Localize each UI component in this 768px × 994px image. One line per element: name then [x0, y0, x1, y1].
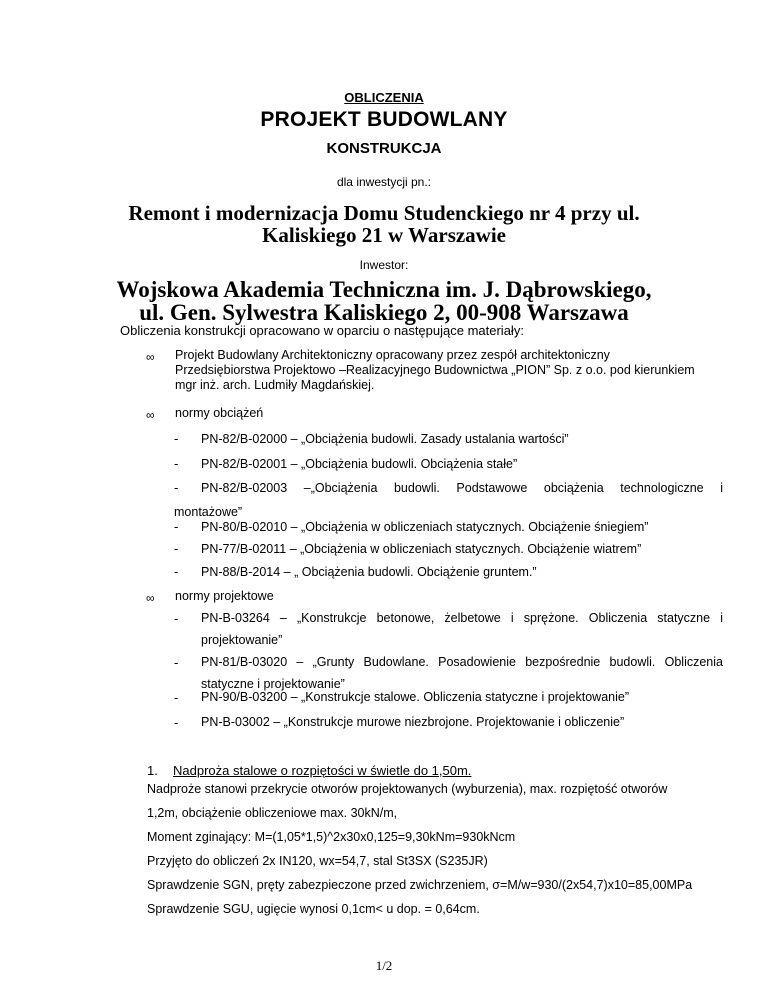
dash-marker: - — [174, 541, 179, 556]
page-number: 1/2 — [375, 958, 393, 973]
load-norm-4: PN-80/B-02010 – „Obciążenia w obliczeniach statycznych. Obciążenie śniegiem” — [201, 520, 649, 534]
material-item1-line1: Projekt Budowlany Architektoniczny opracowany przez zespół architektoniczny — [175, 348, 610, 362]
dash-marker: - — [174, 690, 179, 705]
load-norms-label: normy obciążeń — [175, 406, 264, 420]
investor-label: Inwestor: — [359, 258, 409, 272]
document-label: OBLICZENIA — [344, 90, 424, 105]
load-norm-2: PN-82/B-02001 – „Obciążenia budowli. Obciążenia stałe” — [201, 457, 518, 471]
investment-label: dla inwestycji pn.: — [336, 175, 432, 189]
section-title: Nadproża stalowe o rozpiętości w świetle do 1,50m. — [173, 763, 472, 778]
load-norm-1: PN-82/B-02000 – „Obciążenia budowli. Zasady ustalania wartości” — [201, 432, 569, 446]
document-title: PROJEKT BUDOWLANY — [260, 108, 508, 131]
load-norm-3-line1: PN-82/B-02003 –„Obciążenia budowli. Podstawowe obciążenia technologiczne i — [201, 481, 723, 495]
design-norm-1-line2: projektowanie” — [201, 633, 283, 647]
dash-marker: - — [174, 564, 179, 579]
load-norm-6: PN-88/B-2014 – „ Obciążenia budowli. Obciążenie gruntem.” — [201, 565, 537, 579]
material-item1-line2: Przedsiębiorstwa Projektowo –Realizacyjnego Budownictwa „PION” Sp. z o.o. pod kierunkiem — [175, 363, 695, 377]
bullet-icon: ∞ — [146, 350, 155, 364]
design-norm-4: PN-B-03002 – „Konstrukcje murowe niezbrojone. Projektowanie i obliczenie” — [201, 715, 625, 729]
dash-marker: - — [174, 431, 179, 446]
dash-marker: - — [174, 456, 179, 471]
section-line-4: Przyjęto do obliczeń 2x IN120, wx=54,7, stal St3SX (S235JR) — [147, 854, 488, 868]
dash-marker: - — [174, 655, 179, 670]
dash-marker: - — [174, 611, 179, 626]
section-line-2: 1,2m, obciążenie obliczeniowe max. 30kN/m, — [147, 806, 398, 820]
section-line-3: Moment zginający: M=(1,05*1,5)^2x30x0,125=9,30kNm=930kNcm — [147, 830, 516, 844]
dash-marker: - — [174, 715, 179, 730]
design-norms-label: normy projektowe — [175, 589, 274, 603]
investor-name-line2: ul. Gen. Sylwestra Kaliskiego 2, 00-908 Warszawa — [139, 300, 629, 325]
investor-name-line1: Wojskowa Akademia Techniczna im. J. Dąbrowskiego, — [116, 277, 652, 302]
intro-text: Obliczenia konstrukcji opracowano w oparciu o następujące materiały: — [120, 323, 524, 338]
investment-name-line2: Kaliskiego 21 w Warszawie — [261, 223, 507, 247]
load-norm-3-line2: montażowe” — [174, 505, 243, 519]
section-number: 1. — [147, 763, 158, 778]
dash-marker: - — [174, 519, 179, 534]
investment-name-line1: Remont i modernizacja Domu Studenckiego nr 4 przy ul. — [128, 201, 640, 225]
load-norm-5: PN-77/B-02011 – „Obciążenia w obliczeniach statycznych. Obciążenie wiatrem” — [201, 542, 642, 556]
material-item1-line3: mgr inż. arch. Ludmiły Magdańskiej. — [175, 378, 375, 392]
design-norm-2-line2: statyczne i projektowanie” — [201, 677, 345, 691]
bullet-icon: ∞ — [146, 591, 155, 605]
section-line-1: Nadproże stanowi przekrycie otworów projektowanych (wyburzenia), max. rozpiętość otworów — [147, 782, 668, 796]
design-norm-3: PN-90/B-03200 – „Konstrukcje stalowe. Obliczenia statyczne i projektowanie” — [201, 690, 629, 704]
section-line-6: Sprawdzenie SGU, ugięcie wynosi 0,1cm< u dop. = 0,64cm. — [147, 902, 480, 916]
bullet-icon: ∞ — [146, 408, 155, 422]
dash-marker: - — [174, 480, 179, 495]
document-subtitle: KONSTRUKCJA — [326, 140, 442, 157]
design-norm-2-line1: PN-81/B-03020 – „Grunty Budowlane. Posadowienie bezpośrednie budowli. Obliczenia — [201, 655, 723, 669]
section-line-5: Sprawdzenie SGN, pręty zabezpieczone przed zwichrzeniem, σ=M/w=930/(2x54,7)x10=85,00MPa — [147, 878, 693, 892]
design-norm-1-line1: PN-B-03264 – „Konstrukcje betonowe, żelbetowe i sprężone. Obliczenia statyczne i — [201, 611, 723, 625]
